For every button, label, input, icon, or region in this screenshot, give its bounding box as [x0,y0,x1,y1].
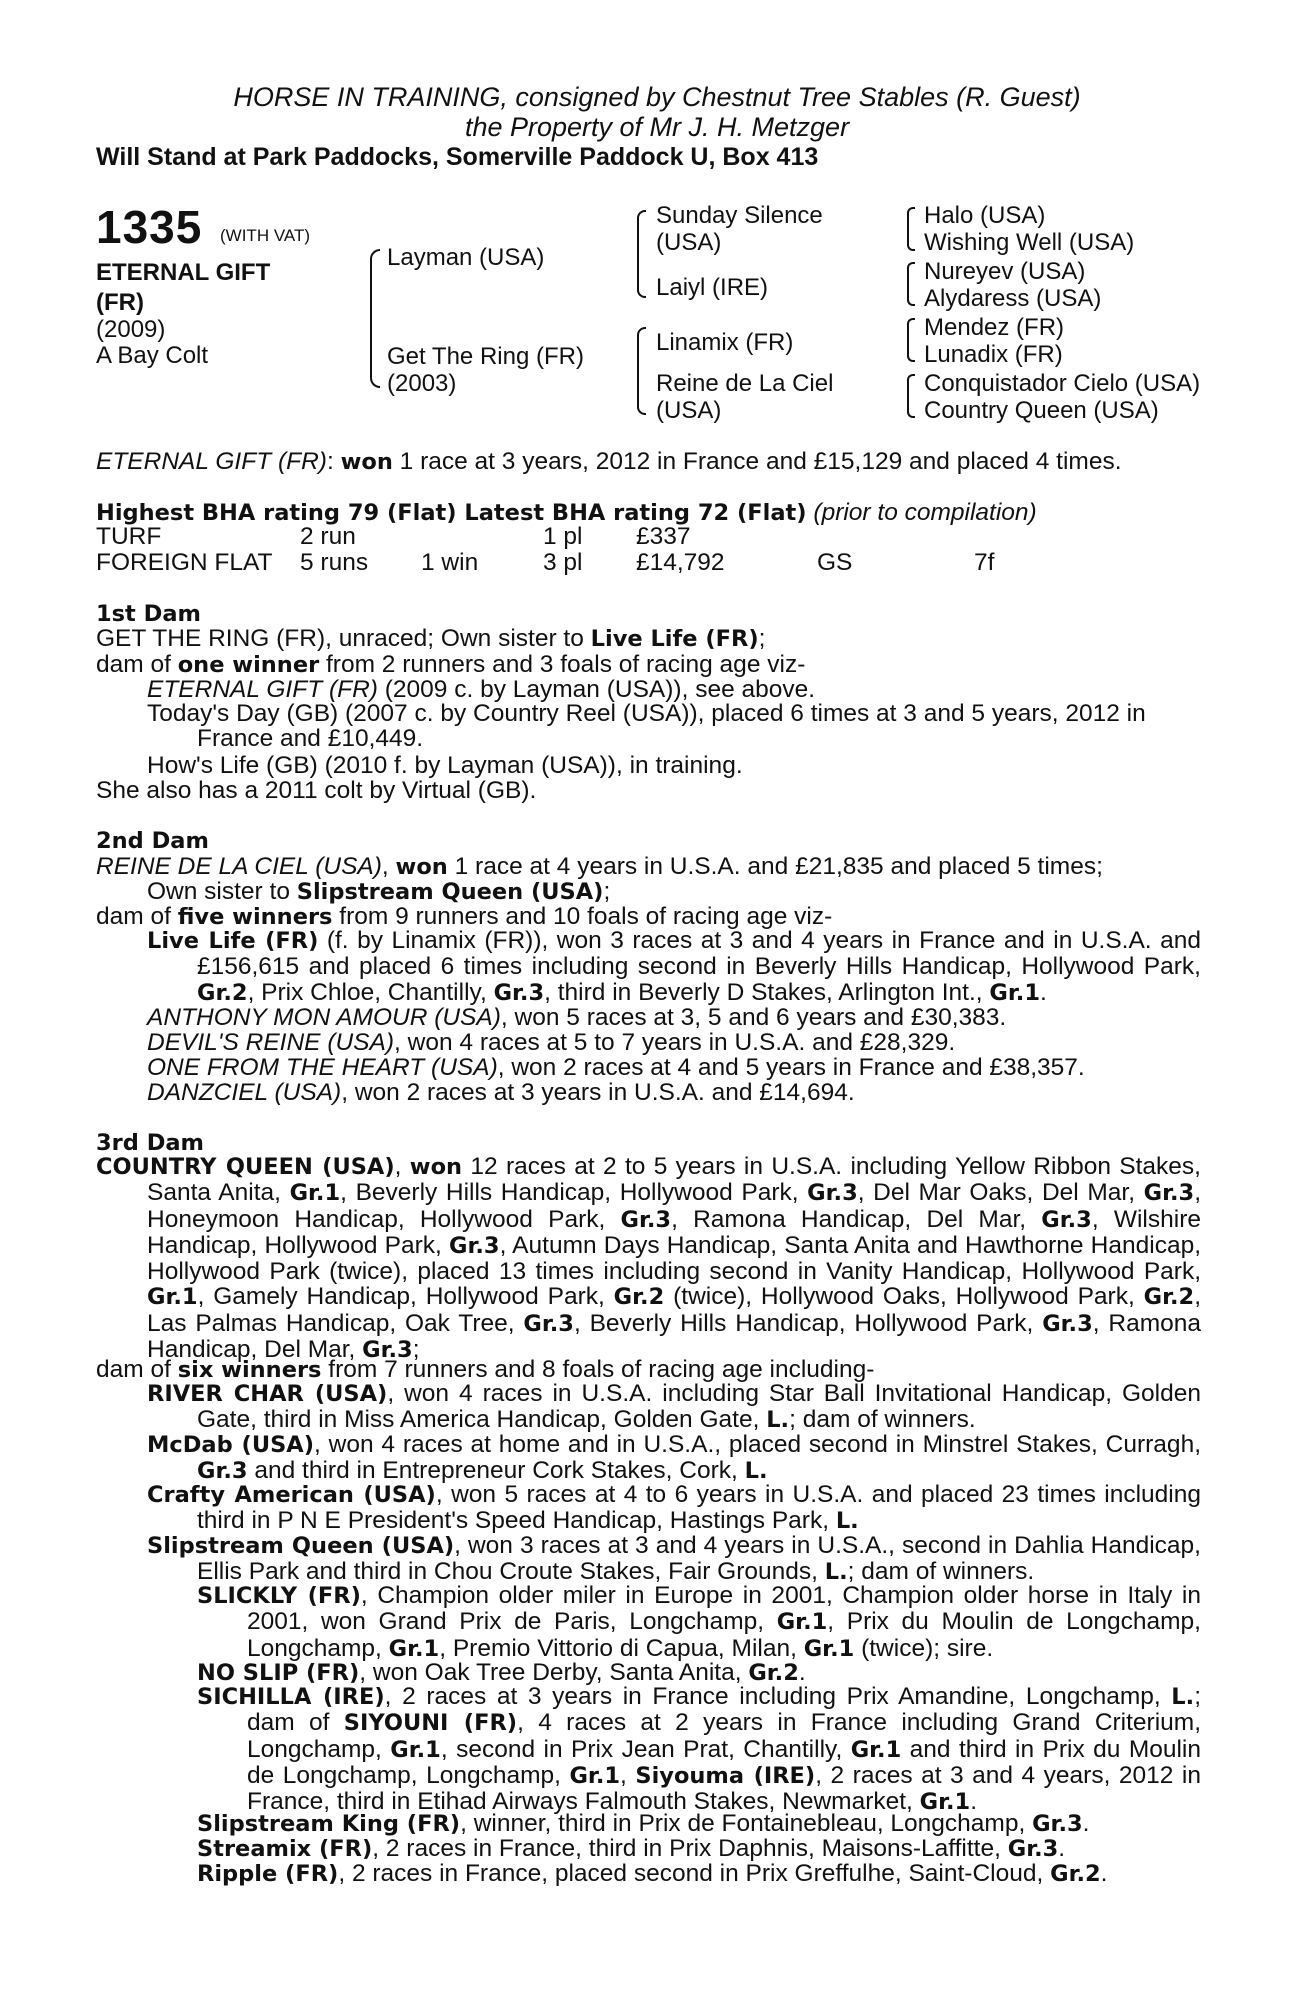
bold-run: Gr.3 [1007,1836,1059,1862]
text-run: ; dam of [247,1683,1201,1737]
bold-run: Live Life (FR) [147,928,319,954]
bold-run: Ripple (FR) [197,1861,339,1887]
record-type: TURF [96,523,162,550]
foaling-year: (2009) [96,316,166,343]
bold-run: Gr.1 [569,1762,621,1789]
pedigree-g4: Alydaress (USA) [924,285,1102,312]
text-run: ; dam of winners. [847,1558,1035,1586]
bold-run: COUNTRY QUEEN (USA) [96,1154,395,1180]
pedigree-sire: Layman (USA) [387,244,545,271]
produce-ripple [197,1860,1107,1888]
bold-run: Gr.2 [197,979,248,1006]
pedigree-g6: Lunadix (FR) [924,341,1063,368]
record-placed: 1 pl [543,523,583,550]
record-distance: 7f [974,549,995,576]
text-run: , won 5 races at 3, 5 and 6 years and £30,383. [500,1004,1007,1031]
pedigree-g2: Wishing Well (USA) [924,229,1135,256]
first-dam-title: 1st Dam [96,601,201,627]
horse-name-line-2: (FR) [96,289,144,316]
produce-streamix [197,1835,1065,1863]
produce-mcdab [147,1432,1201,1485]
bold-run: L. [766,1407,790,1434]
bold-run: Gr.3 [449,1232,500,1259]
record-money: £14,792 [636,549,725,576]
produce-slickly [197,1583,1201,1662]
bold-run: Slipstream King (FR) [197,1811,461,1837]
bold-run: Gr.1 [850,1736,902,1763]
text-run: 12 races at 2 to 5 years in U.S.A. including Yellow Ribbon Stakes, Santa Anita, [147,1153,1201,1207]
record-wins: 1 win [421,549,479,576]
bold-run: Gr.3 [523,1310,574,1337]
first-dam-line-5: How's Life (GB) (2010 f. by Layman (USA)), in training. [147,752,743,779]
text-run: , 2 races in France, placed second in Prix Greffulhe, Saint-Cloud, [338,1860,1051,1887]
text-run: , won 5 races at 4 to 6 years in U.S.A. and placed 23 times including third in P N E President's Speed Handicap, Hastings Park, [197,1481,1201,1535]
bold-run: Gr.1 [388,1635,440,1662]
text-run: , third in Beverly D Stakes, Arlington Int., [544,978,990,1006]
rating-values: Highest BHA rating 79 (Flat) Latest BHA rating 72 (Flat) [96,500,807,526]
text-run: , second in Prix Jean Prat, Chantilly, [440,1735,851,1763]
pedigree-sire-sire-line-2: (USA) [656,229,722,256]
horse-description: A Bay Colt [96,342,209,369]
text-run: , Wilshire Handicap, Hollywood Park, [147,1205,1201,1259]
pedigree-g8: Country Queen (USA) [924,397,1159,424]
brace-g3 [907,318,915,362]
third-dam-title: 3rd Dam [96,1130,204,1156]
bold-run: Gr.1 [390,1736,441,1763]
text-run: ; [603,878,611,905]
bold-run: Gr.3 [1041,1206,1092,1233]
text-run: and third in Entrepreneur Cork Stakes, Cork, [247,1457,745,1485]
second-dam-line-8 [147,1079,855,1107]
text-run: dam of [96,651,178,678]
text-run: , [381,853,396,880]
bold-run: Gr.3 [362,1337,413,1364]
text-run: (twice); sire. [854,1634,994,1662]
text-run: , 2 races at 3 and 4 years, 2012 in France, third in Etihad Airways Falmouth Stakes, Newmarket, [247,1761,1201,1816]
pedigree-g7: Conquistador Cielo (USA) [924,370,1201,397]
text-run: and third in Prix du Moulin de Longchamp, Longchamp, [247,1735,1201,1789]
second-dam-line-1 [96,853,1103,881]
record-money: £337 [636,523,691,550]
venue-line: Will Stand at Park Paddocks, Somerville Paddock U, Box 413 [96,143,819,171]
text-run: , Prix du Moulin de Longchamp, Longchamp, [247,1608,1201,1662]
text-run: GET THE RING (FR), unraced; Own sister to [96,625,591,652]
italic-run: ANTHONY MON AMOUR (USA) [147,1004,501,1031]
italic-run: DEVIL'S REINE (USA) [147,1029,395,1056]
pedigree-dam-line-1: Get The Ring (FR) [387,343,584,370]
horse-name-line-1: ETERNAL GIFT [96,259,271,286]
text-run: . [1082,1810,1090,1837]
bold-run: Siyouma (IRE) [635,1762,816,1789]
bold-run: Gr.1 [289,1180,341,1207]
text-run: , Gamely Handicap, Hollywood Park, [197,1283,614,1311]
text-run: , won 2 races at 3 years in U.S.A. and £14,694. [341,1079,855,1106]
text-run: dam of [96,1356,178,1383]
produce-crafty-american [147,1482,1201,1535]
pedigree-dam-line-2: (2003) [387,370,457,397]
pedigree-dam-dam-line-1: Reine de La Ciel [656,370,834,397]
rating-note: (prior to compilation) [813,499,1037,526]
brace-dam-line [637,327,646,415]
text-run: , won Oak Tree Derby, Santa Anita, [359,1659,749,1686]
text-run: 1 race at 4 years in U.S.A. and £21,835 and placed 5 times; [447,853,1103,880]
text-run: , Beverly Hills Handicap, Hollywood Park, [573,1309,1043,1337]
text-run: Own sister to [147,878,297,905]
bold-run: Crafty American (USA) [147,1482,436,1508]
second-dam-line-2 [147,878,610,906]
pedigree-sire-dam: Laiyl (IRE) [656,274,769,301]
text-run: . [798,1659,806,1686]
horse-name [96,258,326,318]
bold-run: Gr.1 [989,979,1040,1006]
pedigree-dam-dam-line-2: (USA) [656,397,722,424]
text-run: , 4 races at 2 years in France including Grand Criterium, Longchamp, [247,1709,1201,1763]
text-run: from 7 runners and 8 foals of racing age including- [321,1356,875,1383]
text-run: , [620,1761,636,1789]
bold-run: Gr.3 [493,979,545,1006]
text-run: . [970,1788,978,1816]
second-dam-line-7 [147,1054,1085,1082]
bold-run: Gr.1 [147,1284,198,1311]
italic-run: DANZCIEL (USA) [147,1079,342,1106]
text-run: , 2 races in France, third in Prix Daphnis, Maisons-Laffitte, [372,1835,1008,1862]
produce-slipstream-king [197,1810,1089,1838]
pedigree-sire-sire-line-1: Sunday Silence [656,202,823,229]
first-dam-line-4: Today's Day (GB) (2007 c. by Country Reel (USA)), placed 6 times at 3 and 5 years, 2012 in France and £10,449. [147,700,1146,753]
bold-run: Gr.1 [803,1635,855,1662]
text-run: from 9 runners and 10 foals of racing age viz- [332,903,833,930]
summary-text: 1 race at 3 years, 2012 in France and £15,129 and placed 4 times. [392,448,1122,475]
record-runs: 2 run [300,523,356,550]
lot-vat: (WITH VAT) [220,226,311,245]
text-run: , 2 races at 3 years in France including Prix Amandine, Longchamp, [384,1683,1172,1710]
text-run: , won 4 races in U.S.A. including Star Ball Invitational Handicap, Golden Gate, third in Miss America Handicap, Golden Gate, [197,1380,1201,1434]
bold-run: Slipstream Queen (USA) [296,879,604,905]
bold-run: L. [824,1559,848,1586]
bold-run: six winners [177,1357,322,1383]
bold-run: Gr.2 [1143,1284,1195,1311]
bold-run: L. [744,1458,768,1485]
text-run: dam of [96,903,178,930]
text-run: , won 2 races at 4 and 5 years in France and £38,357. [497,1054,1085,1081]
brace-g1 [907,207,915,251]
text-run: ; dam of winners. [789,1406,976,1434]
record-placed: 3 pl [543,549,583,576]
italic-run: ONE FROM THE HEART (USA) [147,1054,498,1081]
text-run: from 2 runners and 3 foals of racing age viz- [319,651,806,678]
text-run: , Las Palmas Handicap, Oak Tree, [147,1283,1202,1337]
header-line-1: HORSE IN TRAINING, consigned by Chestnut Tree Stables (R. Guest) [233,82,1081,112]
text-run: , Beverly Hills Handicap, Hollywood Park, [340,1179,808,1207]
summary-won: won [340,449,393,475]
race-summary: ETERNAL GIFT (FR): won 1 race at 3 years, 2012 in France and £15,129 and placed 4 times. [96,448,1122,475]
text-run: , Prix Chloe, Chantilly, [247,978,494,1006]
second-dam-line-6 [147,1029,955,1057]
bold-run: SIYOUNI (FR) [343,1710,518,1737]
text-run: , Del Mar Oaks, Del Mar, [857,1179,1144,1207]
produce-slipstream-queen [147,1533,1201,1586]
text-run: (2009 c. by Layman (USA)), see above. [377,676,816,703]
bold-run: Slipstream Queen (USA) [147,1533,455,1559]
bold-run: SLICKLY (FR) [197,1583,361,1609]
produce-sichilla [197,1684,1201,1815]
bold-run: Gr.3 [1032,1811,1083,1837]
bold-run: Gr.2 [748,1660,799,1686]
text-run: . [1100,1860,1108,1887]
bold-run: one winner [177,652,320,678]
bold-run: Gr.1 [919,1789,971,1816]
text-run: ; [758,625,766,652]
bold-run: Gr.3 [1143,1180,1195,1207]
text-run: , Autumn Days Handicap, Santa Anita and Hawthorne Handicap, Hollywood Park (twice), placed 13 times including second in Vanity Handicap, Hollywood Park, [147,1231,1202,1286]
bold-run: McDab (USA) [147,1432,314,1458]
header-line-2: the Property of Mr J. H. Metzger [464,112,850,142]
text-run: , winner, third in Prix de Fontainebleau, Longchamp, [460,1810,1033,1837]
text-run: , Premio Vittorio di Capua, Milan, [439,1634,804,1662]
second-dam-live-life [147,928,1201,1006]
second-dam-line-5 [147,1004,1006,1032]
record-going: GS [817,549,853,576]
text-run: . [1039,978,1047,1006]
bold-run: SICHILLA (IRE) [197,1684,385,1710]
bold-run: Streamix (FR) [197,1836,373,1862]
bold-run: NO SLIP (FR) [197,1660,360,1686]
lot-number: 1335 [96,201,203,253]
bold-run: Gr.3 [620,1206,672,1233]
summary-horse-name: ETERNAL GIFT (FR) [96,448,327,475]
bold-run: L. [835,1508,859,1535]
bold-run: Live Life (FR) [590,626,759,652]
third-dam-paragraph [96,1154,1201,1363]
text-run: , Honeymoon Handicap, Hollywood Park, [147,1179,1201,1233]
bold-run: Gr.3 [1042,1310,1093,1337]
pedigree-g5: Mendez (FR) [924,314,1065,341]
first-dam-line-1 [96,625,765,653]
text-run: , [394,1153,410,1180]
italic-run: ETERNAL GIFT (FR) [147,676,378,703]
text-run: , Ramona Handicap, Del Mar, [147,1309,1201,1364]
pedigree-dam-sire: Linamix (FR) [656,329,794,356]
brace-g2 [907,262,915,306]
brace-first-gen [370,249,380,388]
text-run: , Champion older miler in Europe in 2001, Champion older horse in Italy in 2001, won Grand Prix de Paris, Longchamp, [247,1582,1201,1636]
bold-run: Gr.2 [1050,1861,1101,1887]
text-run: , Ramona Handicap, Del Mar, [671,1205,1042,1233]
second-dam-title: 2nd Dam [96,828,209,854]
text-run: , won 4 races at home and in U.S.A., placed second in Minstrel Stakes, Curragh, [314,1431,1201,1458]
text-run: . [1058,1835,1066,1862]
bold-run: Gr.3 [197,1458,248,1485]
bold-run: RIVER CHAR (USA) [147,1381,388,1407]
italic-run: REINE DE LA CIEL (USA) [96,853,382,880]
bold-run: Gr.1 [776,1609,828,1636]
text-run: (twice), Hollywood Oaks, Hollywood Park, [664,1283,1144,1311]
first-dam-line-2 [96,651,805,679]
bold-run: Gr.3 [807,1180,858,1207]
record-runs: 5 runs [300,549,369,576]
text-run: ; [412,1336,420,1364]
produce-river-char [147,1381,1201,1434]
record-type: FOREIGN FLAT [96,549,273,576]
brace-g4 [907,374,915,418]
pedigree-g1: Halo (USA) [924,202,1046,229]
brace-sire-line [637,210,646,298]
first-dam-line-6: She also has a 2011 colt by Virtual (GB). [96,777,537,804]
bold-run: five winners [177,904,333,930]
bold-run: L. [1171,1684,1195,1710]
bold-run: Gr.2 [613,1284,665,1311]
text-run: , won 4 races at 5 to 7 years in U.S.A. and £28,329. [394,1029,956,1056]
bold-run: won [395,854,448,880]
text-run: , won 3 races at 3 and 4 years in U.S.A., second in Dahlia Handicap, Ellis Park and third in Chou Croute Stakes, Fair Grounds, [197,1532,1201,1586]
bold-run: won [409,1154,463,1180]
text-run: (f. by Linamix (FR)), won 3 races at 3 and 4 years in France and in U.S.A. and £156,615 and placed 6 times including second in Beverly Hills Handicap, Hollywood Park, [197,927,1201,981]
pedigree-g3: Nureyev (USA) [924,258,1086,285]
